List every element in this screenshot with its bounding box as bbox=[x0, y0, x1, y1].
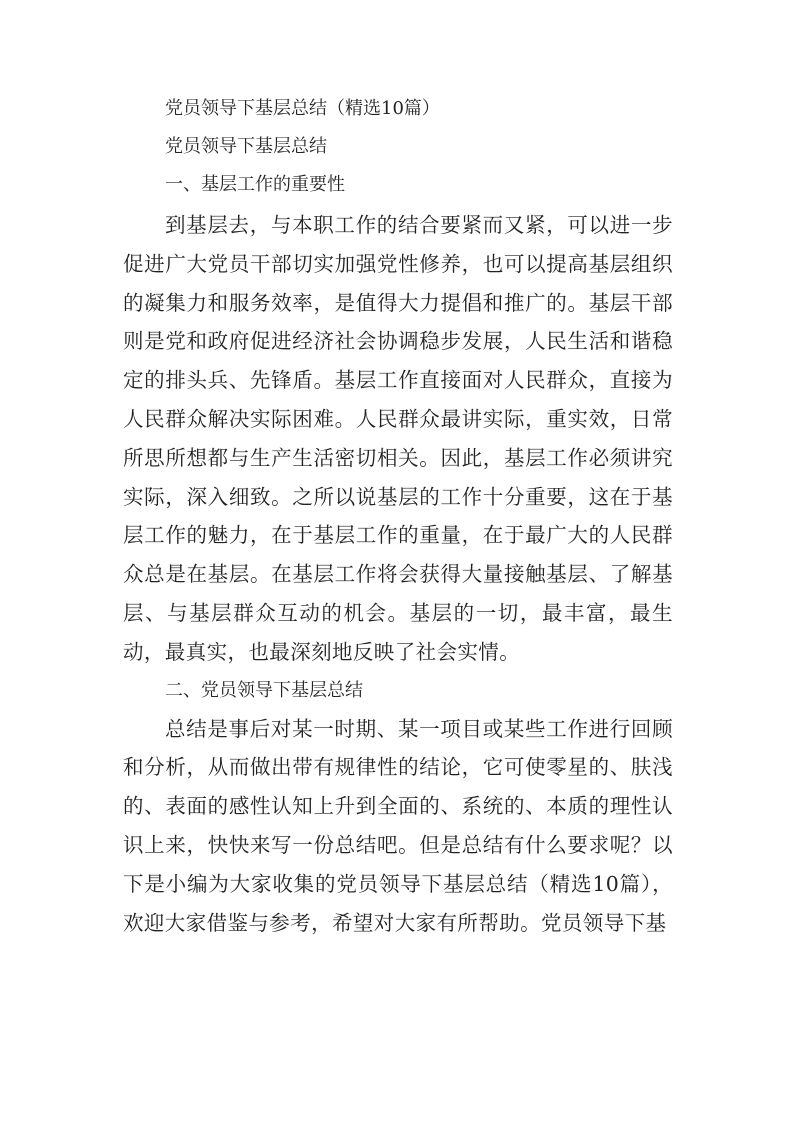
section-1-heading: 一、基层工作的重要性 bbox=[165, 174, 345, 195]
document-subtitle: 党员领导下基层总结 bbox=[165, 136, 327, 157]
section-2-heading: 二、党员领导下基层总结 bbox=[165, 679, 363, 701]
document-title: 党员领导下基层总结（精选10篇） bbox=[165, 98, 440, 119]
document-body bbox=[123, 90, 673, 942]
section-1-paragraph: 到基层去，与本职工作的结合要紧而又紧，可以进一步促进广大党员干部切实加强党性修养，也可以提高基层组织的凝集力和服务效率，是值得大力提倡和推广的。基层干部则是党和政府促进经济社会协调稳步发展，人民生活和谐稳定的排头兵、先锋盾。基层工作直接面对人民群众，直接为人民群众解决实际困难。人民群众最讲实际，重实效，日常所思所想都与生产生活密切相关。因此，基层工作必须讲究实际，深入细致。之所以说基层的工作十分重要，这在于基层工作的魅力，在于基层工作的重量，在于最广大的人民群众总是在基层。在基层工作将会获得大量接触基层、了解基层、与基层群众互动的机会。基层的一切，最丰富，最生动，最真实，也最深刻地反映了社会实情。 bbox=[123, 213, 673, 664]
section-2-paragraph: 总结是事后对某一时期、某一项目或某些工作进行回顾和分析，从而做出带有规律性的结论，它可使零星的、肤浅的、表面的感性认知上升到全面的、系统的、本质的理性认识上来，快快来写一份总结吧。但是总结有什么要求呢？以下是小编为大家收集的党员领导下基层总结（精选10篇），欢迎大家借鉴与参考，希望对大家有所帮助。党员领导下基 bbox=[123, 716, 673, 935]
